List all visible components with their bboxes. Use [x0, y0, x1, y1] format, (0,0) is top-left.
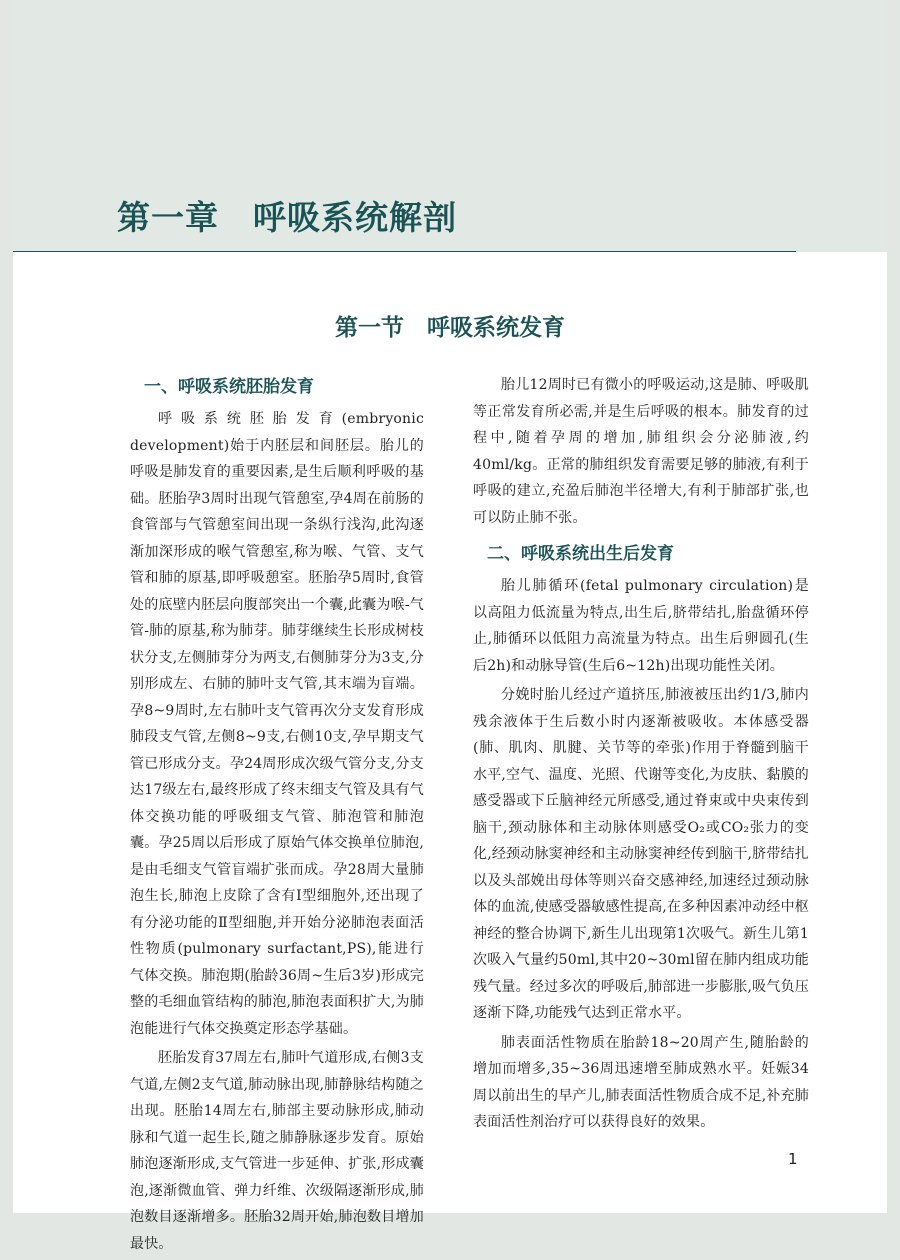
paragraph: 分娩时胎儿经过产道挤压,肺液被压出约1/3,肺内残余液体于生后数小时内逐渐被吸收。本体感受器(肺、肌肉、肌腱、关节等的牵张)作用于脊髓到脑干水平,空气、温度、光照、代谢等变化,为皮肤、黏膜的感受器或下丘脑神经元所感受,通过脊束或中央束传到脑干,颈动脉体和主动脉体则感受O₂或CO₂张力的变化,经颈动脉窦神经和主动脉窦神经传到脑干,脐带结扎以及头部娩出母体等则兴奋交感神经,加速经过颈动脉体的血流,使感受器敏感性提高,在多种因素冲动经中枢神经的整合协调下,新生儿出现第1次吸气。新生儿第1次吸入气量约50ml,其中20~30ml留在肺内组成功能残气量。经过多次的呼吸后,肺部进一步膨胀,吸气负压逐渐下降,功能残气达到正常水平。	[473, 687, 809, 1021]
left-column	[130, 372, 424, 1260]
paragraph: 肺表面活性物质在胎龄18~20周产生,随胎龄的增加而增多,35~36周迅速增至肺成熟水平。妊娠34周以前出生的早产儿,肺表面活性物质合成不足,补充肺表面活性剂治疗可以获得良好的效果。	[473, 1034, 809, 1130]
chapter-banner	[13, 0, 887, 252]
chapter-title: 第一章 呼吸系统解剖	[117, 198, 457, 237]
right-column	[473, 372, 809, 1139]
paragraph: 胎儿12周时已有微小的呼吸运动,这是肺、呼吸肌等正常发育所必需,并是生后呼吸的根本。肺发育的过程中,随着孕周的增加,肺组织会分泌肺液,约40ml/kg。正常的肺组织发育需要足够的肺液,有利于呼吸的建立,充盈后肺泡半径增大,有利于肺部扩张,也可以防止肺不张。	[473, 377, 809, 526]
page-number: 1	[788, 1150, 798, 1168]
subsection-heading-postnatal: 二、呼吸系统出生后发育	[487, 544, 674, 564]
section-title: 第一节 呼吸系统发育	[335, 315, 565, 341]
paragraph: 胎儿肺循环(fetal pulmonary circulation)是以高阻力低流量为特点,出生后,脐带结扎,胎盘循环停止,肺循环以低阻力高流量为特点。出生后卵圆孔(生后2h)和动脉导管(生后6~12h)出现功能性关闭。	[473, 578, 809, 674]
paragraph: 呼吸系统胚胎发育(embryonic development)始于内胚层和间胚层。胎儿的呼吸是肺发育的重要因素,是生后顺利呼吸的基础。胚胎孕3周时出现气管憩室,孕4周在前肠的食管部与气管憩室间出现一条纵行浅沟,此沟逐渐加深形成的喉气管憩室,称为喉、气管、支气管和肺的原基,即呼吸憩室。胚胎孕5周时,食管处的底壁内胚层向腹部突出一个囊,此囊为喉-气管-肺的原基,称为肺芽。肺芽继续生长形成树枝状分支,左侧肺芽分为两支,右侧肺芽分为3支,分别形成左、右肺的肺叶支气管,其末端为盲端。孕8~9周时,左右肺叶支气管再次分支发育形成肺段支气管,左侧8~9支,右侧10支,孕早期支气管已形成分支。孕24周形成次级气管分支,分支达17级左右,最终形成了终末细支气管及具有气体交换功能的呼吸细支气管、肺泡管和肺泡囊。孕25周以后形成了原始气体交换单位肺泡,是由毛细支气管盲端扩张而成。孕28周大量肺泡生长,肺泡上皮除了含有Ⅰ型细胞外,还出现了有分泌功能的Ⅱ型细胞,并开始分泌肺泡表面活性物质(pulmonary surfactant,PS),能进行气体交换。肺泡期(胎龄36周~生后3岁)形成完整的毛细血管结构的肺泡,肺泡表面积扩大,为肺泡能进行气体交换奠定形态学基础。	[130, 411, 424, 1037]
banner-rule	[13, 251, 796, 252]
book-page	[13, 0, 887, 1252]
paragraph: 胚胎发育37周左右,肺叶气道形成,右侧3支气道,左侧2支气道,肺动脉出现,肺静脉结构随之出现。胚胎14周左右,肺部主要动脉形成,肺动脉和气道一起生长,随之肺静脉逐步发育。原始肺泡逐渐形成,支气管进一步延伸、扩张,形成囊泡,逐渐微血管、弹力纤维、次级隔逐渐形成,肺泡数目逐渐增多。胚胎32周开始,肺泡数目增加最快。	[130, 1050, 424, 1252]
subsection-heading-embryonic: 一、呼吸系统胚胎发育	[144, 377, 314, 397]
